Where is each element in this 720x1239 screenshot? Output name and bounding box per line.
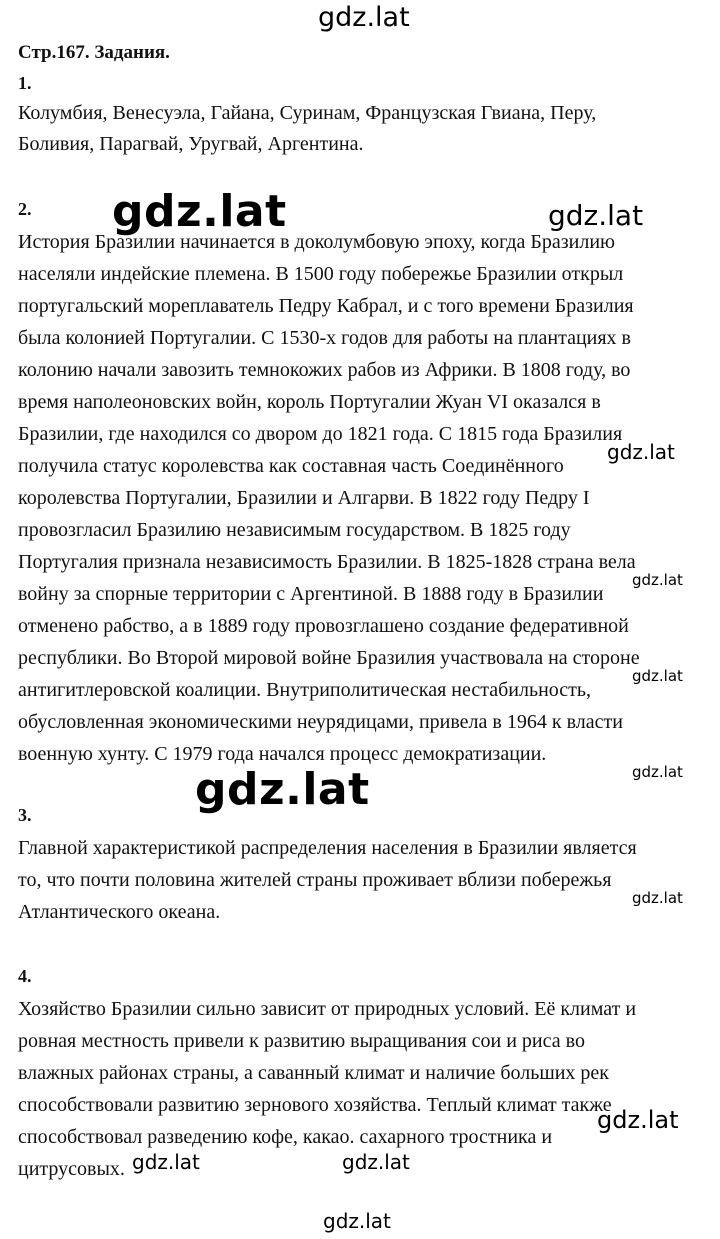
task-2-line-6: время наполеоновских войн, король Португалии Жуан VI оказался в bbox=[18, 391, 601, 413]
task-2-line-4: была колонией Португалии. С 1530-х годов для работы на плантациях в bbox=[18, 327, 631, 349]
watermark-right-6: gdz.lat bbox=[632, 889, 683, 907]
task-2-line-5: колонию начали завозить темнокожих рабов из Африки. В 1808 году, во bbox=[18, 359, 631, 381]
task-1-line-1: Колумбия, Венесуэла, Гайана, Суринам, Французская Гвиана, Перу, bbox=[18, 102, 597, 124]
task-4-line-4: способствовали развитию зернового хозяйства. Теплый климат также bbox=[18, 1094, 612, 1116]
watermark-large-2: gdz.lat bbox=[195, 764, 370, 815]
task-2-line-3: португальский мореплаватель Педру Кабрал, и с того времени Бразилия bbox=[18, 295, 634, 317]
task-2-line-9: королевства Португалии, Бразилии и Алгарви. В 1822 году Педру I bbox=[18, 487, 590, 509]
watermark-right-7: gdz.lat bbox=[597, 1106, 679, 1134]
task-3-number: 3. bbox=[18, 805, 32, 825]
watermark-bottom-1: gdz.lat bbox=[132, 1150, 200, 1174]
task-1-number: 1. bbox=[18, 73, 32, 93]
task-2-line-15: антигитлеровской коалиции. Внутриполитическая нестабильность, bbox=[18, 679, 592, 701]
watermark-large-1: gdz.lat bbox=[112, 186, 287, 237]
task-4-line-5: способствовал разведению кофе, какао. сахарного тростника и bbox=[18, 1126, 553, 1148]
task-2-line-17: военную хунту. С 1979 года начался процесс демократизации. bbox=[18, 743, 547, 765]
task-2-line-13: отменено рабство, а в 1889 году провозглашено создание федеративной bbox=[18, 615, 629, 637]
task-2-line-11: Португалия признала независимость Бразилии. В 1825-1828 страна вела bbox=[18, 551, 636, 573]
task-2-line-14: республики. Во Второй мировой войне Бразилия участвовала на стороне bbox=[18, 647, 640, 669]
task-2-line-12: войну за спорные территории с Аргентиной. В 1888 году в Бразилии bbox=[18, 583, 604, 605]
task-1-line-2: Боливия, Парагвай, Уругвай, Аргентина. bbox=[18, 133, 364, 155]
task-4-line-6: цитрусовых. bbox=[18, 1158, 125, 1180]
task-4-line-2: ровная местность привели к развитию выращивания сои и риса во bbox=[18, 1030, 585, 1052]
task-3-line-3: Атлантического океана. bbox=[18, 901, 221, 923]
page-title: Стр.167. Задания. bbox=[18, 42, 170, 63]
watermark-bottom-3: gdz.lat bbox=[323, 1209, 391, 1233]
task-3-line-1: Главной характеристикой распределения населения в Бразилии является bbox=[18, 837, 637, 859]
watermark-right-4: gdz.lat bbox=[632, 667, 683, 685]
task-4-number: 4. bbox=[18, 966, 32, 986]
watermark-right-3: gdz.lat bbox=[632, 571, 683, 589]
task-2-line-7: Бразилии, где находился со двором до 1821 года. С 1815 года Бразилия bbox=[18, 423, 623, 445]
task-2-line-8: получила статус королевства как составная часть Соединённого bbox=[18, 455, 564, 477]
task-2-line-2: населяли индейские племена. В 1500 году побережье Бразилии открыл bbox=[18, 263, 624, 285]
task-4-line-3: влажных районах страны, а саванный климат и наличие больших рек bbox=[18, 1062, 610, 1084]
task-2-line-10: провозгласил Бразилию независимым государством. В 1825 году bbox=[18, 519, 571, 541]
watermark-top: gdz.lat bbox=[318, 2, 410, 33]
task-2-number: 2. bbox=[18, 199, 32, 219]
task-2-line-1: История Бразилии начинается в доколумбовую эпоху, когда Бразилию bbox=[18, 231, 615, 253]
task-4-line-1: Хозяйство Бразилии сильно зависит от природных условий. Её климат и bbox=[18, 998, 637, 1020]
watermark-right-1: gdz.lat bbox=[548, 199, 644, 232]
task-2-line-16: обусловленная экономическими неурядицами, привела в 1964 к власти bbox=[18, 711, 623, 733]
task-3-line-2: то, что почти половина жителей страны проживает вблизи побережья bbox=[18, 869, 612, 891]
watermark-right-5: gdz.lat bbox=[632, 763, 683, 781]
watermark-right-2: gdz.lat bbox=[607, 440, 675, 464]
watermark-bottom-2: gdz.lat bbox=[342, 1150, 410, 1174]
